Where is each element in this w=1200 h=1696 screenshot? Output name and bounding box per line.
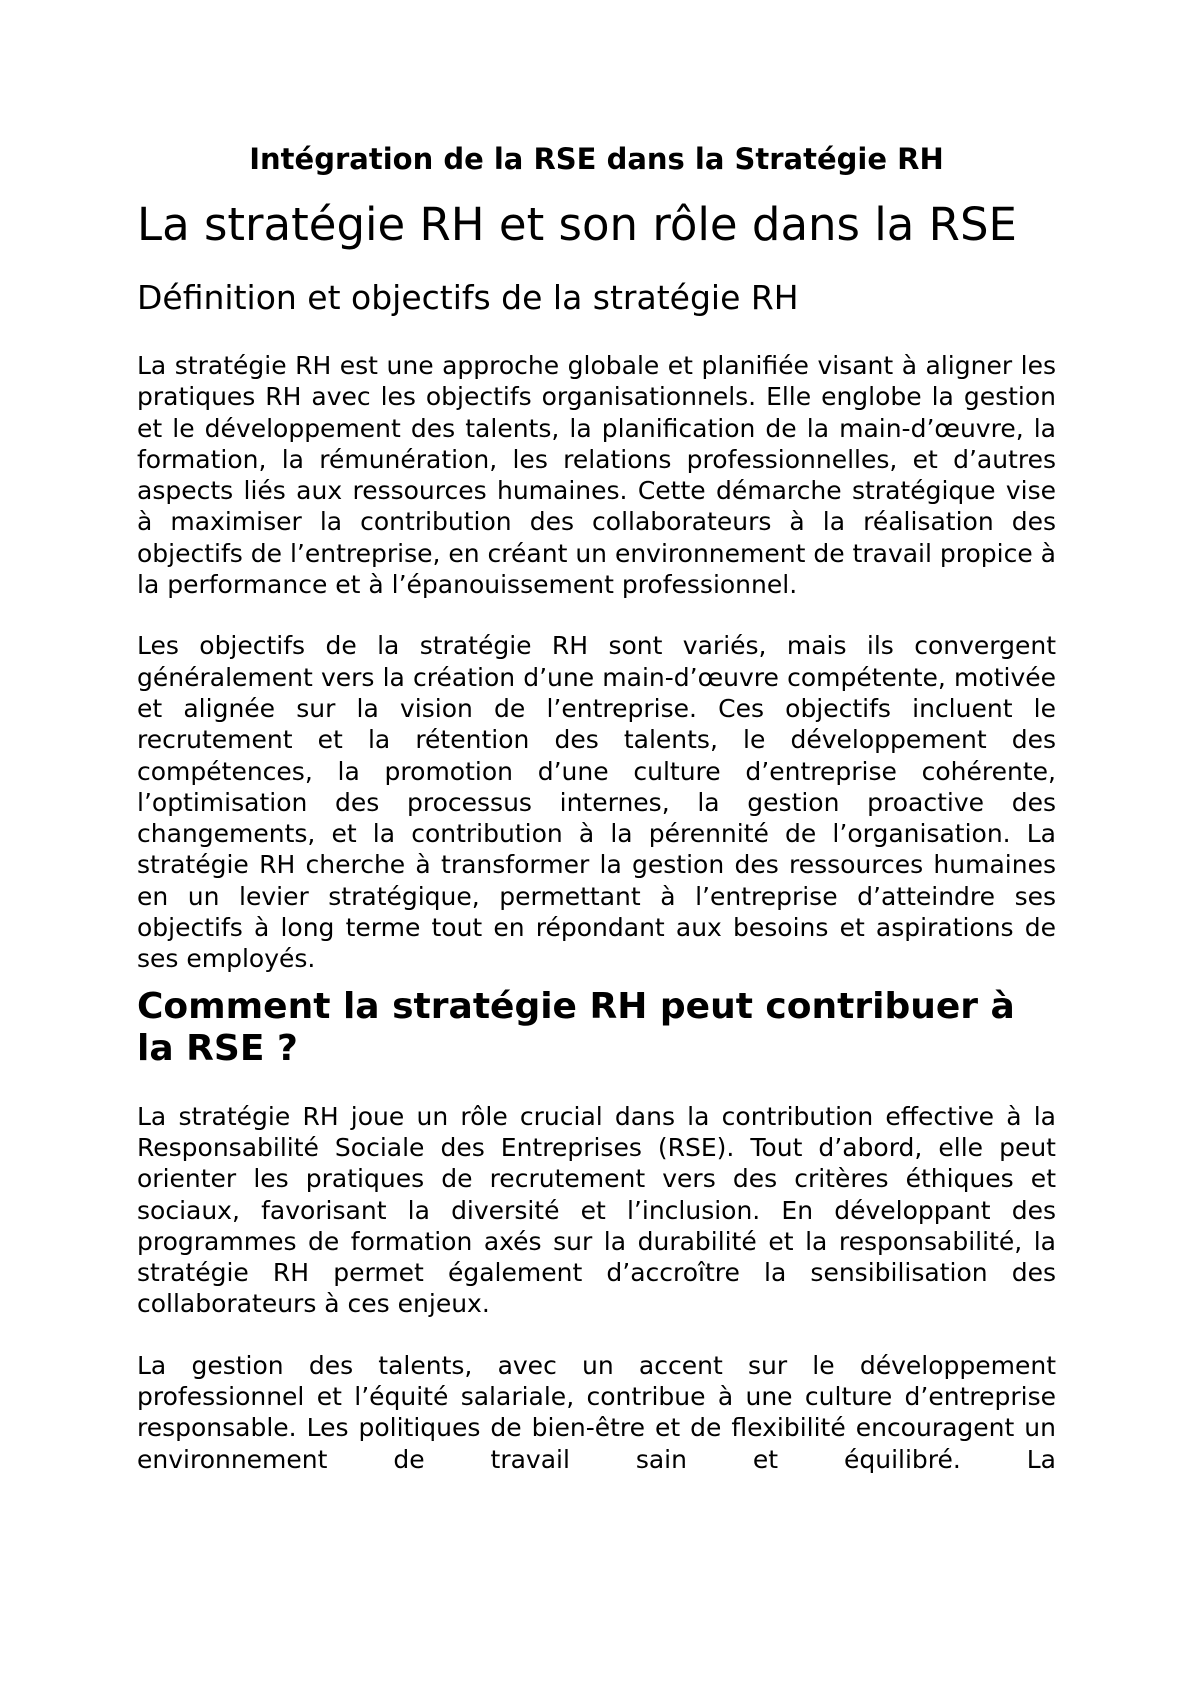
section-heading-contribution-rse: Comment la stratégie RH peut contribuer à la RSE ?	[137, 985, 1015, 1069]
paragraph-objectifs-strategie: Les objectifs de la stratégie RH sont variés, mais ils convergent généralement vers la création d’une main-d’œuvre compétente, motivée et alignée sur la vision de l’entreprise. Ces objectifs incluent le recrutement et la rétention des talents, le développement des compétences, la promotion d’une culture d’entreprise cohérente, l’optimisation des processus internes, la gestion proactive des changements, et la contribution à la pérennité de l’organisation. La stratégie RH cherche à transformer la gestion des ressources humaines en un levier stratégique, permettant à l’entreprise d’atteindre ses objectifs à long terme tout en répondant aux besoins et aspirations de ses employés.	[137, 631, 1056, 974]
paragraph-strategie-definition: La stratégie RH est une approche globale et planifiée visant à aligner les pratiques RH avec les objectifs organisationnels. Elle englobe la gestion et le développement des talents, la planification de la main-d’œuvre, la formation, la rémunération, les relations professionnelles, et d’autres aspects liés aux ressources humaines. Cette démarche stratégique vise à maximiser la contribution des collaborateurs à la réalisation des objectifs de l’entreprise, en créant un environnement de travail propice à la performance et à l’épanouissement professionnel.	[137, 351, 1056, 600]
paragraph-gestion-talents-truncated: La gestion des talents, avec un accent sur le développement professionnel et l’équité salariale, contribue à une culture d’entreprise responsable. Les politiques de bien-être et de flexibilité encouragent un environnement de travail sain et équilibré. La	[137, 1350, 1056, 1474]
section-heading-definition-objectifs: Définition et objectifs de la stratégie RH	[137, 278, 799, 317]
paragraph-role-crucial-rse: La stratégie RH joue un rôle crucial dans la contribution effective à la Responsabilité Sociale des Entreprises (RSE). Tout d’abord, elle peut orienter les pratiques de recrutement vers des critères éthiques et sociaux, favorisant la diversité et l’inclusion. En développant des programmes de formation axés sur la durabilité et la responsabilité, la stratégie RH permet également d’accroître la sensibilisation des collaborateurs à ces enjeux.	[137, 1101, 1056, 1319]
document-kicker-title: Intégration de la RSE dans la Stratégie RH	[249, 142, 944, 176]
document-title: La stratégie RH et son rôle dans la RSE	[137, 198, 1017, 251]
